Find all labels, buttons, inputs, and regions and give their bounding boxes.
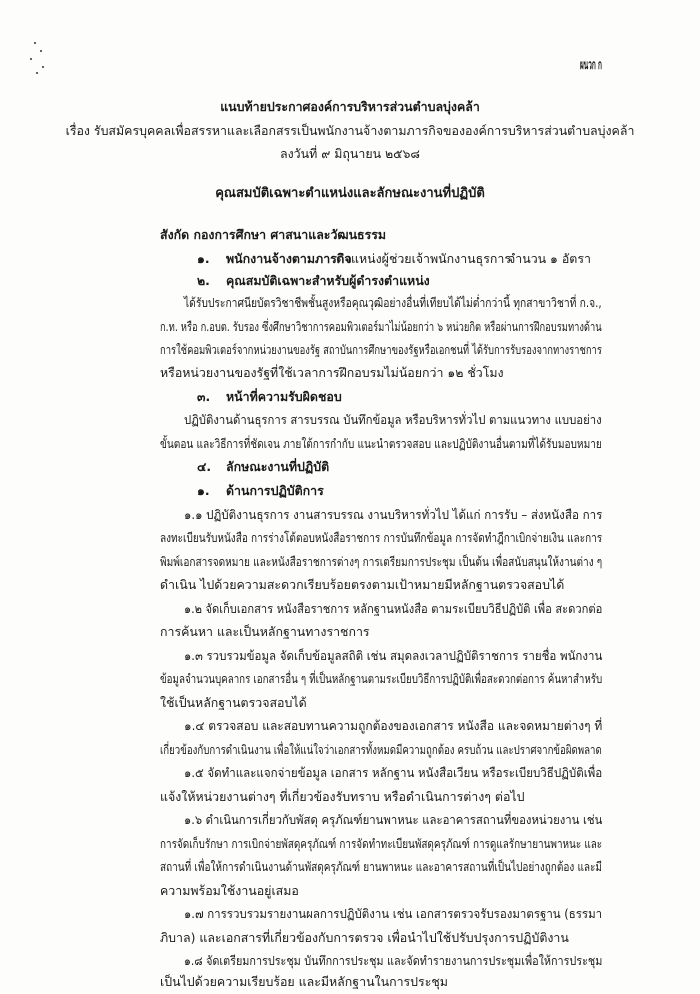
item-1-title: พนักงานจ้างตามภารกิจ: [226, 251, 352, 266]
task-1-6-line-4: ความพร้อมใช้งานอยู่เสมอ: [160, 883, 299, 898]
doc-subject: เรื่อง รับสมัครบุคคลเพื่อสรรหาและเลือกสรรเป็นพนักงานจ้างตามภารกิจขององค์การบริหารส่วนตำบลบุ่งคล้า: [65, 123, 635, 138]
qualification-line-4: หรือหน่วยงานของรัฐที่ใช้เวลาการฝึกอบรมไม่น้อยกว่า ๑๒ ชั่วโมง: [160, 365, 504, 380]
section-heading: คุณสมบัติเฉพาะตำแหน่งและลักษณะงานที่ปฏิบัติ: [215, 186, 485, 201]
item-2-title: คุณสมบัติเฉพาะสำหรับผู้ดำรงตำแหน่ง: [226, 273, 430, 288]
affiliation: สังกัด กองการศึกษา ศาสนาและวัฒนธรรม: [160, 227, 387, 242]
doc-date: ลงวันที่ ๙ มิถุนายน ๒๕๖๘: [280, 146, 420, 161]
task-1-5-line-2: แจ้งให้หน่วยงานต่างๆ ที่เกี่ยวข้องรับทราบ หรือดำเนินการต่างๆ ต่อไป: [160, 789, 525, 804]
task-1-5-line-1: ๑.๕ จัดทำและแจกจ่ายข้อมูล เอกสาร หลักฐาน หนังสือเวียน หรือระเบียบวิธีปฏิบัติเพื่อ: [184, 765, 603, 780]
qualification-line-3: การใช้คอมพิวเตอร์จากหน่วยงานของรัฐ สถาบันการศึกษาของรัฐหรือเอกชนที่ ได้รับการรับรองจากทางราชการ: [160, 342, 602, 357]
task-1-6-line-3: สถานที่ เพื่อให้การดำเนินงานด้านพัสดุครุภัณฑ์ ยานพาหนะ และอาคารสถานที่เป็นไปอย่างถูกต้อง และมี: [160, 859, 603, 874]
task-1-3-line-2: ข้อมูลจำนวนบุคลากร เอกสารอื่น ๆ ที่เป็นหลักฐานตามระเบียบวิธีการปฏิบัติเพื่อสะดวกต่อการ ค้นหาสำหรับ: [160, 671, 603, 686]
task-1-7-line-1: ๑.๗ การรวบรวมรายงานผลการปฏิบัติงาน เช่น เอกสารตรวจรับรองมาตรฐาน (ธรรมา: [184, 906, 603, 921]
task-1-2-line-2: การค้นหา และเป็นหลักฐานทางราชการ: [160, 624, 370, 639]
task-1-1-line-3: พิมพ์เอกสารจดหมาย และหนังสือราชการต่างๆ การเตรียมการประชุม เป็นต้น เพื่อสนับสนุนให้งานต่าง ๆ: [160, 554, 603, 569]
task-1-6-line-2: การจัดเก็บรักษา การเบิกจ่ายพัสดุครุภัณฑ์ การจัดทำทะเบียนพัสดุครุภัณฑ์ การดูแลรักษายานพาหนะ และ: [160, 836, 603, 851]
duty-line-1: ปฏิบัติงานด้านธุรการ สารบรรณ บันทึกข้อมูล หรือบริหารทั่วไป ตามแนวทาง แบบอย่าง: [184, 412, 602, 427]
item-4-title: ลักษณะงานที่ปฏิบัติ: [226, 459, 330, 474]
task-1-7-line-2: ภิบาล) และเอกสารที่เกี่ยวข้องกับการตรวจ เพื่อนำไปใช้ปรับปรุงการปฏิบัติงาน: [160, 930, 569, 945]
appendix-label: ผนวก ก: [580, 57, 602, 73]
task-1-4-line-2: เกี่ยวข้องกับการดำเนินงาน เพื่อให้แน่ใจว่าเอกสารทั้งหมดมีความถูกต้อง ครบถ้วน และปราศจากข้อผิดพลาด: [160, 742, 602, 757]
task-1-8-line-2: เป็นไปด้วยความเรียบร้อย และมีหลักฐานในการประชุม: [160, 974, 448, 989]
item-1-number: ๑.: [197, 251, 210, 266]
doc-title: แนบท้ายประกาศองค์การบริหารส่วนตำบลบุ่งคล้า: [220, 99, 480, 114]
item-4-number: ๔.: [197, 459, 212, 474]
subsection-number: ๑.: [197, 483, 210, 498]
task-1-8-line-1: ๑.๘ จัดเตรียมการประชุม บันทึกการประชุม และจัดทำรายงานการประชุมเพื่อให้การประชุม: [184, 953, 603, 968]
duty-line-2: ขั้นตอน และวิธีการที่ชัดเจน ภายใต้การกำกับ แนะนำตรวจสอบ และปฏิบัติงานอื่นตามที่ได้รับมอบหมาย: [160, 436, 602, 451]
position-count: จำนวน ๑ อัตรา: [508, 251, 591, 266]
item-3-number: ๓.: [197, 389, 211, 404]
task-1-2-line-1: ๑.๒ จัดเก็บเอกสาร หนังสือราชการ หลักฐานหนังสือ ตามระเบียบวิธีปฏิบัติ เพื่อ สะดวกต่อ: [184, 601, 603, 616]
task-1-3-line-1: ๑.๓ รวบรวมข้อมูล จัดเก็บข้อมูลสถิติ เช่น สมุดลงเวลาปฏิบัติราชการ รายชื่อ พนักงาน: [184, 648, 603, 663]
scan-specks: [28, 40, 48, 76]
qualification-line-2: ก.ท. หรือ ก.อบต. รับรอง ซึ่งศึกษาวิชาการคอมพิวเตอร์มาไม่น้อยกว่า ๖ หน่วยกิต หรือผ่านการฝึกอบรมทางด้าน: [160, 319, 602, 334]
task-1-6-line-1: ๑.๖ ดำเนินการเกี่ยวกับพัสดุ ครุภัณฑ์ยานพาหนะ และอาคารสถานที่ของหน่วยงาน เช่น: [184, 812, 603, 827]
task-1-1-line-2: ลงทะเบียนรับหนังสือ การร่างโต้ตอบหนังสือราชการ การบันทึกข้อมูล การจัดทำฎีกาเบิกจ่ายเงิน และการ: [160, 530, 603, 545]
position-name: ตำแหน่งผู้ช่วยเจ้าพนักงานธุรการ: [336, 251, 511, 266]
task-1-3-line-3: ใช้เป็นหลักฐานตรวจสอบได้: [160, 695, 307, 710]
task-1-1-line-1: ๑.๑ ปฏิบัติงานธุรการ งานสารบรรณ งานบริหารทั่วไป ได้แก่ การรับ – ส่งหนังสือ การ: [184, 507, 603, 522]
subsection-title: ด้านการปฏิบัติการ: [226, 483, 324, 498]
item-3-title: หน้าที่ความรับผิดชอบ: [226, 389, 342, 404]
item-2-number: ๒.: [197, 273, 210, 288]
task-1-1-line-4: ดำเนิน ไปด้วยความสะดวกเรียบร้อยตรงตามเป้าหมายมีหลักฐานตรวจสอบได้: [160, 577, 565, 592]
qualification-line-1: ได้รับประกาศนียบัตรวิชาชีพชั้นสูงหรือคุณวุฒิอย่างอื่นที่เทียบได้ไม่ต่ำกว่านี้ ทุกสาขาวิชาที่ ก.จ.,: [184, 295, 602, 310]
task-1-4-line-1: ๑.๔ ตรวจสอบ และสอบทานความถูกต้องของเอกสาร หนังสือ และจดหมายต่างๆ ที่: [184, 718, 603, 733]
